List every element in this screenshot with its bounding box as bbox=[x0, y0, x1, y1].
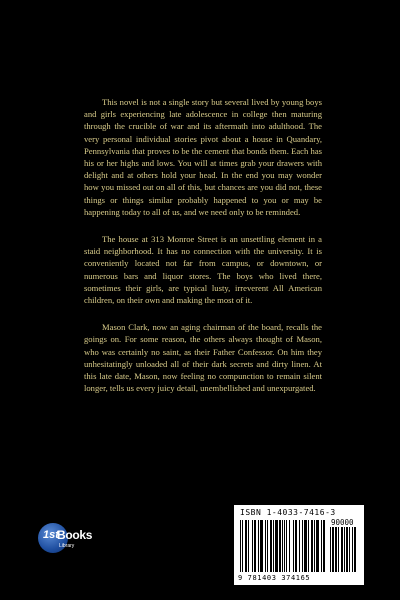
blurb-paragraph: The house at 313 Monroe Street is an unsettling element in a staid neighborhood. It has no connection with the university. It is conveniently located not far from campus, or downtown, or numerous bars and liquor stores. The boys who lived there, sometimes their girls, are typical lusty, irreverent All American children, on their own and making the most of it. bbox=[84, 234, 322, 306]
barcode-bar bbox=[293, 520, 294, 572]
logo-number: 1st bbox=[43, 529, 59, 541]
barcode-bar bbox=[282, 520, 283, 572]
barcode-bar bbox=[335, 527, 337, 572]
isbn-barcode bbox=[234, 505, 364, 585]
barcode-bar bbox=[314, 520, 315, 572]
barcode-bar bbox=[304, 520, 307, 572]
barcode-bar bbox=[341, 527, 343, 572]
barcode-bar bbox=[284, 520, 285, 572]
blurb-paragraph: This novel is not a single story but several lived by young boys and girls experiencing late adolescence in college then maturing through the crucible of war and its aftermath into adulthood. The very personal individual stories pivot about a house in Quandary, Pennsylvania that proves to be the cement that bonds them. Each has his or her highs and lows. You will at times grab your drawers with delight and at others hold your head. In the end you may wonder how you missed out on all of this, but chances are you did not, these things or things similar probably happened to you or may be happening today to all of us, and we need only to be reminded. bbox=[84, 97, 322, 217]
barcode-bar bbox=[240, 520, 241, 572]
barcode-bar bbox=[254, 520, 256, 572]
barcode-bar bbox=[267, 520, 268, 572]
logo-word: Books bbox=[57, 528, 93, 542]
blurb-paragraph: Mason Clark, now an aging chairman of the board, recalls the goings on. For some reason, the others always thought of Mason, who was certainly no saint, as their Father Confessor. On him they unhesitatingly unloaded all of their dark secrets and dirty linen. At this late date, Mason, now feeling no compunction to remain silent longer, tells us every juicy detail, unembellished and unexpurgated. bbox=[84, 322, 322, 394]
barcode-bar bbox=[308, 520, 309, 572]
barcode-bar bbox=[344, 527, 345, 572]
barcode-bar bbox=[245, 520, 247, 572]
barcode-bar bbox=[323, 520, 325, 572]
barcode-bar bbox=[248, 520, 249, 572]
barcode-bar bbox=[338, 527, 339, 572]
barcode-bar bbox=[311, 520, 313, 572]
barcode-bar bbox=[270, 520, 272, 572]
barcode-bar bbox=[299, 520, 300, 572]
barcode-bar bbox=[354, 527, 356, 572]
barcode-bar bbox=[265, 520, 266, 572]
barcode-bar bbox=[289, 520, 290, 572]
barcode-bar bbox=[279, 520, 281, 572]
barcode-bar bbox=[273, 520, 274, 572]
ean-number: 9 781403 374165 bbox=[238, 574, 311, 582]
barcode-bar bbox=[330, 527, 331, 572]
addon-number: 90000 bbox=[331, 518, 354, 527]
barcode-bar bbox=[321, 520, 322, 572]
ean-barcode-icon bbox=[240, 520, 326, 572]
barcode-bar bbox=[302, 520, 303, 572]
barcode-bar bbox=[260, 520, 263, 572]
logo-subtitle: Library bbox=[59, 543, 75, 549]
addon-barcode-icon bbox=[330, 527, 358, 572]
barcode-bar bbox=[349, 527, 350, 572]
barcode-bar bbox=[352, 527, 353, 572]
blurb-text bbox=[84, 96, 322, 409]
barcode-bar bbox=[258, 520, 259, 572]
barcode-bar bbox=[275, 520, 278, 572]
isbn-number: ISBN 1-4033-7416-3 bbox=[240, 508, 336, 517]
barcode-bar bbox=[242, 520, 243, 572]
barcode-bar bbox=[295, 520, 297, 572]
barcode-bar bbox=[252, 520, 253, 572]
publisher-logo bbox=[36, 519, 96, 557]
barcode-bar bbox=[286, 520, 287, 572]
barcode-bar bbox=[316, 520, 319, 572]
barcode-bar bbox=[332, 527, 334, 572]
barcode-bar bbox=[346, 527, 348, 572]
